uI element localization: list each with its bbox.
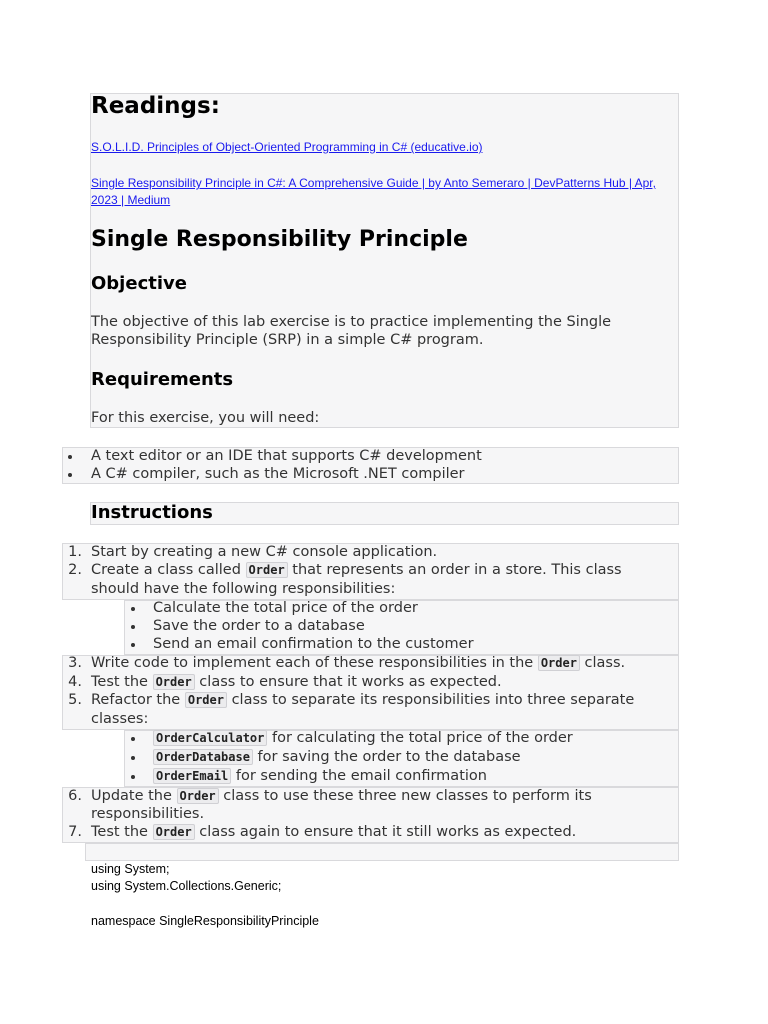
- step-number: 6.: [68, 788, 82, 804]
- step-number: 3.: [68, 655, 82, 671]
- code-line: namespace SingleResponsibilityPrinciple: [91, 914, 319, 928]
- substep-item: [153, 748, 521, 766]
- bullet-icon: [131, 625, 135, 629]
- code-line: using System;: [91, 862, 170, 876]
- step-5: [91, 691, 634, 709]
- substep-item: Calculate the total price of the order: [153, 600, 418, 616]
- bullet-icon: [131, 607, 135, 611]
- step-4-text: Test the: [91, 674, 153, 690]
- step-6: [91, 787, 592, 805]
- bullet-icon: [131, 775, 135, 779]
- code-order: Order: [177, 788, 219, 804]
- step-1: [91, 543, 437, 561]
- step-2-continued: should have the following responsibilities:: [91, 581, 396, 597]
- code-order-database: OrderDatabase: [153, 749, 253, 765]
- step-3-text: class.: [579, 655, 626, 671]
- step-1-text: Start by creating a new C# console application.: [91, 544, 438, 560]
- code-order: Order: [246, 562, 288, 578]
- bullet-icon: [131, 737, 135, 741]
- step-7: [91, 823, 576, 841]
- readings-heading: Readings:: [91, 93, 220, 119]
- requirement-item: A text editor or an IDE that supports C# development: [91, 448, 482, 464]
- bullet-icon: [131, 643, 135, 647]
- objective-heading: Objective: [91, 273, 187, 294]
- page-title: Single Responsibility Principle: [91, 227, 468, 252]
- step-6-text: class to use these three new classes to perform its: [218, 788, 592, 804]
- substep-item: Save the order to a database: [153, 618, 365, 634]
- step-number: 1.: [68, 544, 82, 560]
- bullet-icon: [68, 473, 72, 477]
- substep-text: for saving the order to the database: [252, 749, 521, 765]
- code-order: Order: [538, 655, 580, 671]
- step-6-text: Update the: [91, 788, 177, 804]
- step-number: 2.: [68, 562, 82, 578]
- code-order-calculator: OrderCalculator: [153, 730, 267, 746]
- step-6-continued: responsibilities.: [91, 806, 205, 822]
- code-block-box: [85, 843, 679, 861]
- step-2-text: that represents an order in a store. This class: [287, 562, 622, 578]
- objective-text: The objective of this lab exercise is to practice implementing the Single Responsibility Principle (SRP) in a simple C# program.: [91, 314, 612, 348]
- code-order: Order: [153, 674, 195, 690]
- step-5-text: Refactor the: [91, 692, 185, 708]
- step-number: 4.: [68, 674, 82, 690]
- code-order-email: OrderEmail: [153, 768, 231, 784]
- step-4-text: class to ensure that it works as expected.: [194, 674, 502, 690]
- substep-text: for calculating the total price of the order: [267, 730, 573, 746]
- step-2-text: Create a class called: [91, 562, 246, 578]
- code-order: Order: [185, 692, 227, 708]
- step-3: [91, 654, 625, 672]
- requirements-intro: For this exercise, you will need:: [91, 410, 320, 426]
- reading-link-medium[interactable]: Single Responsibility Principle in C#: A Comprehensive Guide | by Anto Semeraro | DevPatterns Hub | Apr, 2023 | Medium: [91, 176, 656, 207]
- step-4: [91, 673, 502, 691]
- code-line: using System.Collections.Generic;: [91, 879, 282, 893]
- step-number: 5.: [68, 692, 82, 708]
- step-7-text: class again to ensure that it still works as expected.: [194, 824, 577, 840]
- reading-link-educative[interactable]: S.O.L.I.D. Principles of Object-Oriented Programming in C# (educative.io): [91, 140, 483, 154]
- requirement-item: A C# compiler, such as the Microsoft .NET compiler: [91, 466, 465, 482]
- step-5-continued: classes:: [91, 711, 149, 727]
- code-order: Order: [153, 824, 195, 840]
- step-7-text: Test the: [91, 824, 153, 840]
- instructions-heading: Instructions: [91, 502, 213, 523]
- substep-text: for sending the email confirmation: [231, 768, 487, 784]
- bullet-icon: [131, 756, 135, 760]
- substep-item: [153, 729, 573, 747]
- step-5-text: class to separate its responsibilities into three separate: [226, 692, 635, 708]
- step-number: 7.: [68, 824, 82, 840]
- bullet-icon: [68, 455, 72, 459]
- requirements-heading: Requirements: [91, 369, 234, 390]
- step-3-text: Write code to implement each of these responsibilities in the: [91, 655, 538, 671]
- substep-item: Send an email confirmation to the customer: [153, 636, 474, 652]
- substep-item: [153, 767, 487, 785]
- step-2: [91, 561, 622, 579]
